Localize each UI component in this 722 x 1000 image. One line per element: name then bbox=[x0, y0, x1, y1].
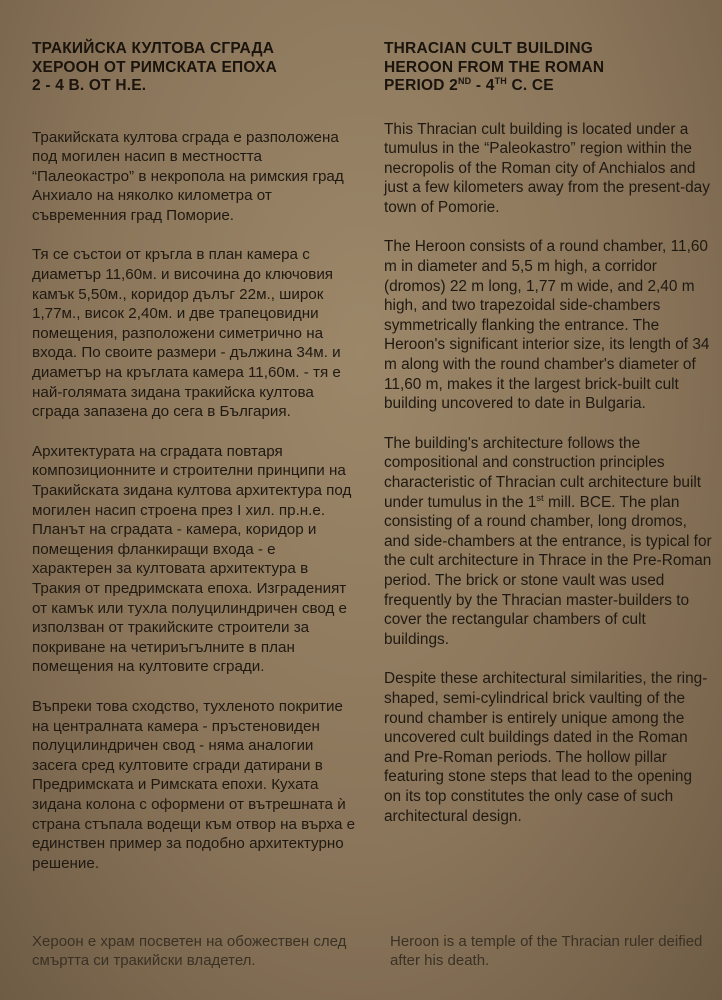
english-title-part: C. CE bbox=[506, 77, 554, 94]
english-paragraph-3-part: mill. BCE. The plan consisting of a round chamber, long dromos, and side-chambers at the entrance, is typical for the cult architecture in Thrace in the Pre-Roman period. The brick or stone vault was used frequently by the Thracian master-builders to cover the rectangular chambers of cult buildings. bbox=[384, 493, 712, 648]
bulgarian-title-line: ТРАКИЙСКА КУЛТОВА СГРАДА bbox=[32, 40, 275, 57]
english-paragraph-3 bbox=[384, 434, 712, 650]
english-title-sup: TH bbox=[494, 76, 507, 86]
bulgarian-title bbox=[32, 40, 358, 96]
bulgarian-paragraph-1: Тракийската култова сграда е разположена под могилен насип в местността “Палеокастро” в некропола на римския град Анхиало на няколко километра от съвременния град Поморие. bbox=[32, 128, 344, 224]
english-title-line: THRACIAN CULT BUILDING bbox=[384, 40, 594, 57]
english-title-line-3 bbox=[384, 77, 712, 96]
english-paragraph-1: This Thracian cult building is located under a tumulus in the “Paleokastro” region within the necropolis of the Roman city of Anchialos and just a few kilometers away from the present-day town of Pomorie. bbox=[384, 120, 710, 216]
bulgarian-footer: Хероон е храм посветен на обожествен след смъртта си тракийски владетел. bbox=[32, 933, 347, 969]
english-paragraph-3-sup: st bbox=[536, 492, 544, 504]
bulgarian-paragraph-2: Тя се състои от кръгла в план камера с диаметър 11,60м. и височина до ключовия камък 5,50м., коридор дълъг 22м., широк 1,77м., висок 2,40м. и две трапецовидни помещения, разположени симетрично на входа. По своите размери - дължина 34м. и диаметър на кръглата камера 11,60м. - тя е най-голямата зидана тракийска култова сграда запазена до сега в България. bbox=[32, 246, 341, 421]
english-title-part: PERIOD 2 bbox=[384, 77, 458, 94]
english-paragraph-2: The Heroon consists of a round chamber, 11,60 m in diameter and 5,5 m high, a corridor (dromos) 22 m long, 1,77 m wide, and 2,40 m high, and two trapezoidal side-chambers symmetrically flanking the entrance. The Heroon's significant interior size, its length of 34 m along with the round chamber's diameter of 11,60 m, makes it the largest brick-built cult building uncovered to date in Bulgaria. bbox=[384, 238, 710, 413]
english-title-sup: ND bbox=[457, 76, 472, 86]
english-paragraph-3-part: The building's architecture follows the compositional and construction principles characteristic of Thracian cult architecture built under tumulus in the 1 bbox=[384, 434, 702, 511]
bulgarian-title-line: 2 - 4 В. ОТ Н.Е. bbox=[32, 77, 147, 94]
english-paragraph-4: Despite these architectural similarities, the ring-shaped, semi-cylindrical brick vaulting of the round chamber is entirely unique among the uncovered cult buildings dated in the Roman and Pre-Roman periods. The hollow pillar featuring stone steps that lead to the opening on its top constitutes the only case of such architectural design. bbox=[384, 670, 708, 825]
english-title-part: - 4 bbox=[471, 77, 495, 94]
english-column bbox=[384, 40, 712, 826]
english-title-line: HEROON FROM THE ROMAN bbox=[384, 58, 605, 76]
bulgarian-paragraph-3: Архитектурата на сградата повтаря композиционните и строителни принципи на Тракийската зидана култова архитектура под могилен насип строена през I хил. пр.н.е. Планът на сградата - камера, коридор и помещения фланкиращи входа - е характерен за култовата архитектура в Тракия от предримската епоха. Изградeният от камък или тухла полуцилиндричен свод е използван от тракийските строители за покриване на четириъгълните в план помещения на култовите сгради. bbox=[32, 442, 352, 676]
bulgarian-column bbox=[32, 40, 358, 873]
bulgarian-title-line: ХЕРООН ОТ РИМСКАТА ЕПОХА bbox=[32, 58, 277, 76]
bulgarian-paragraph-4: Въпреки това сходство, тухленото покритие на централната камера - пръстеновиден полуцилиндричен свод - няма аналогии засега сред култовите сгради датирани в Предримската и Римската епохи. Кухата зидана колона с оформени от вътрешната ѝ страна стъпала водещи към отвор на върха е единствен пример за подобно архитектурно решение. bbox=[32, 697, 356, 872]
english-footer: Heroon is a temple of the Thracian ruler deified after his death. bbox=[390, 933, 703, 969]
english-title bbox=[384, 40, 712, 96]
